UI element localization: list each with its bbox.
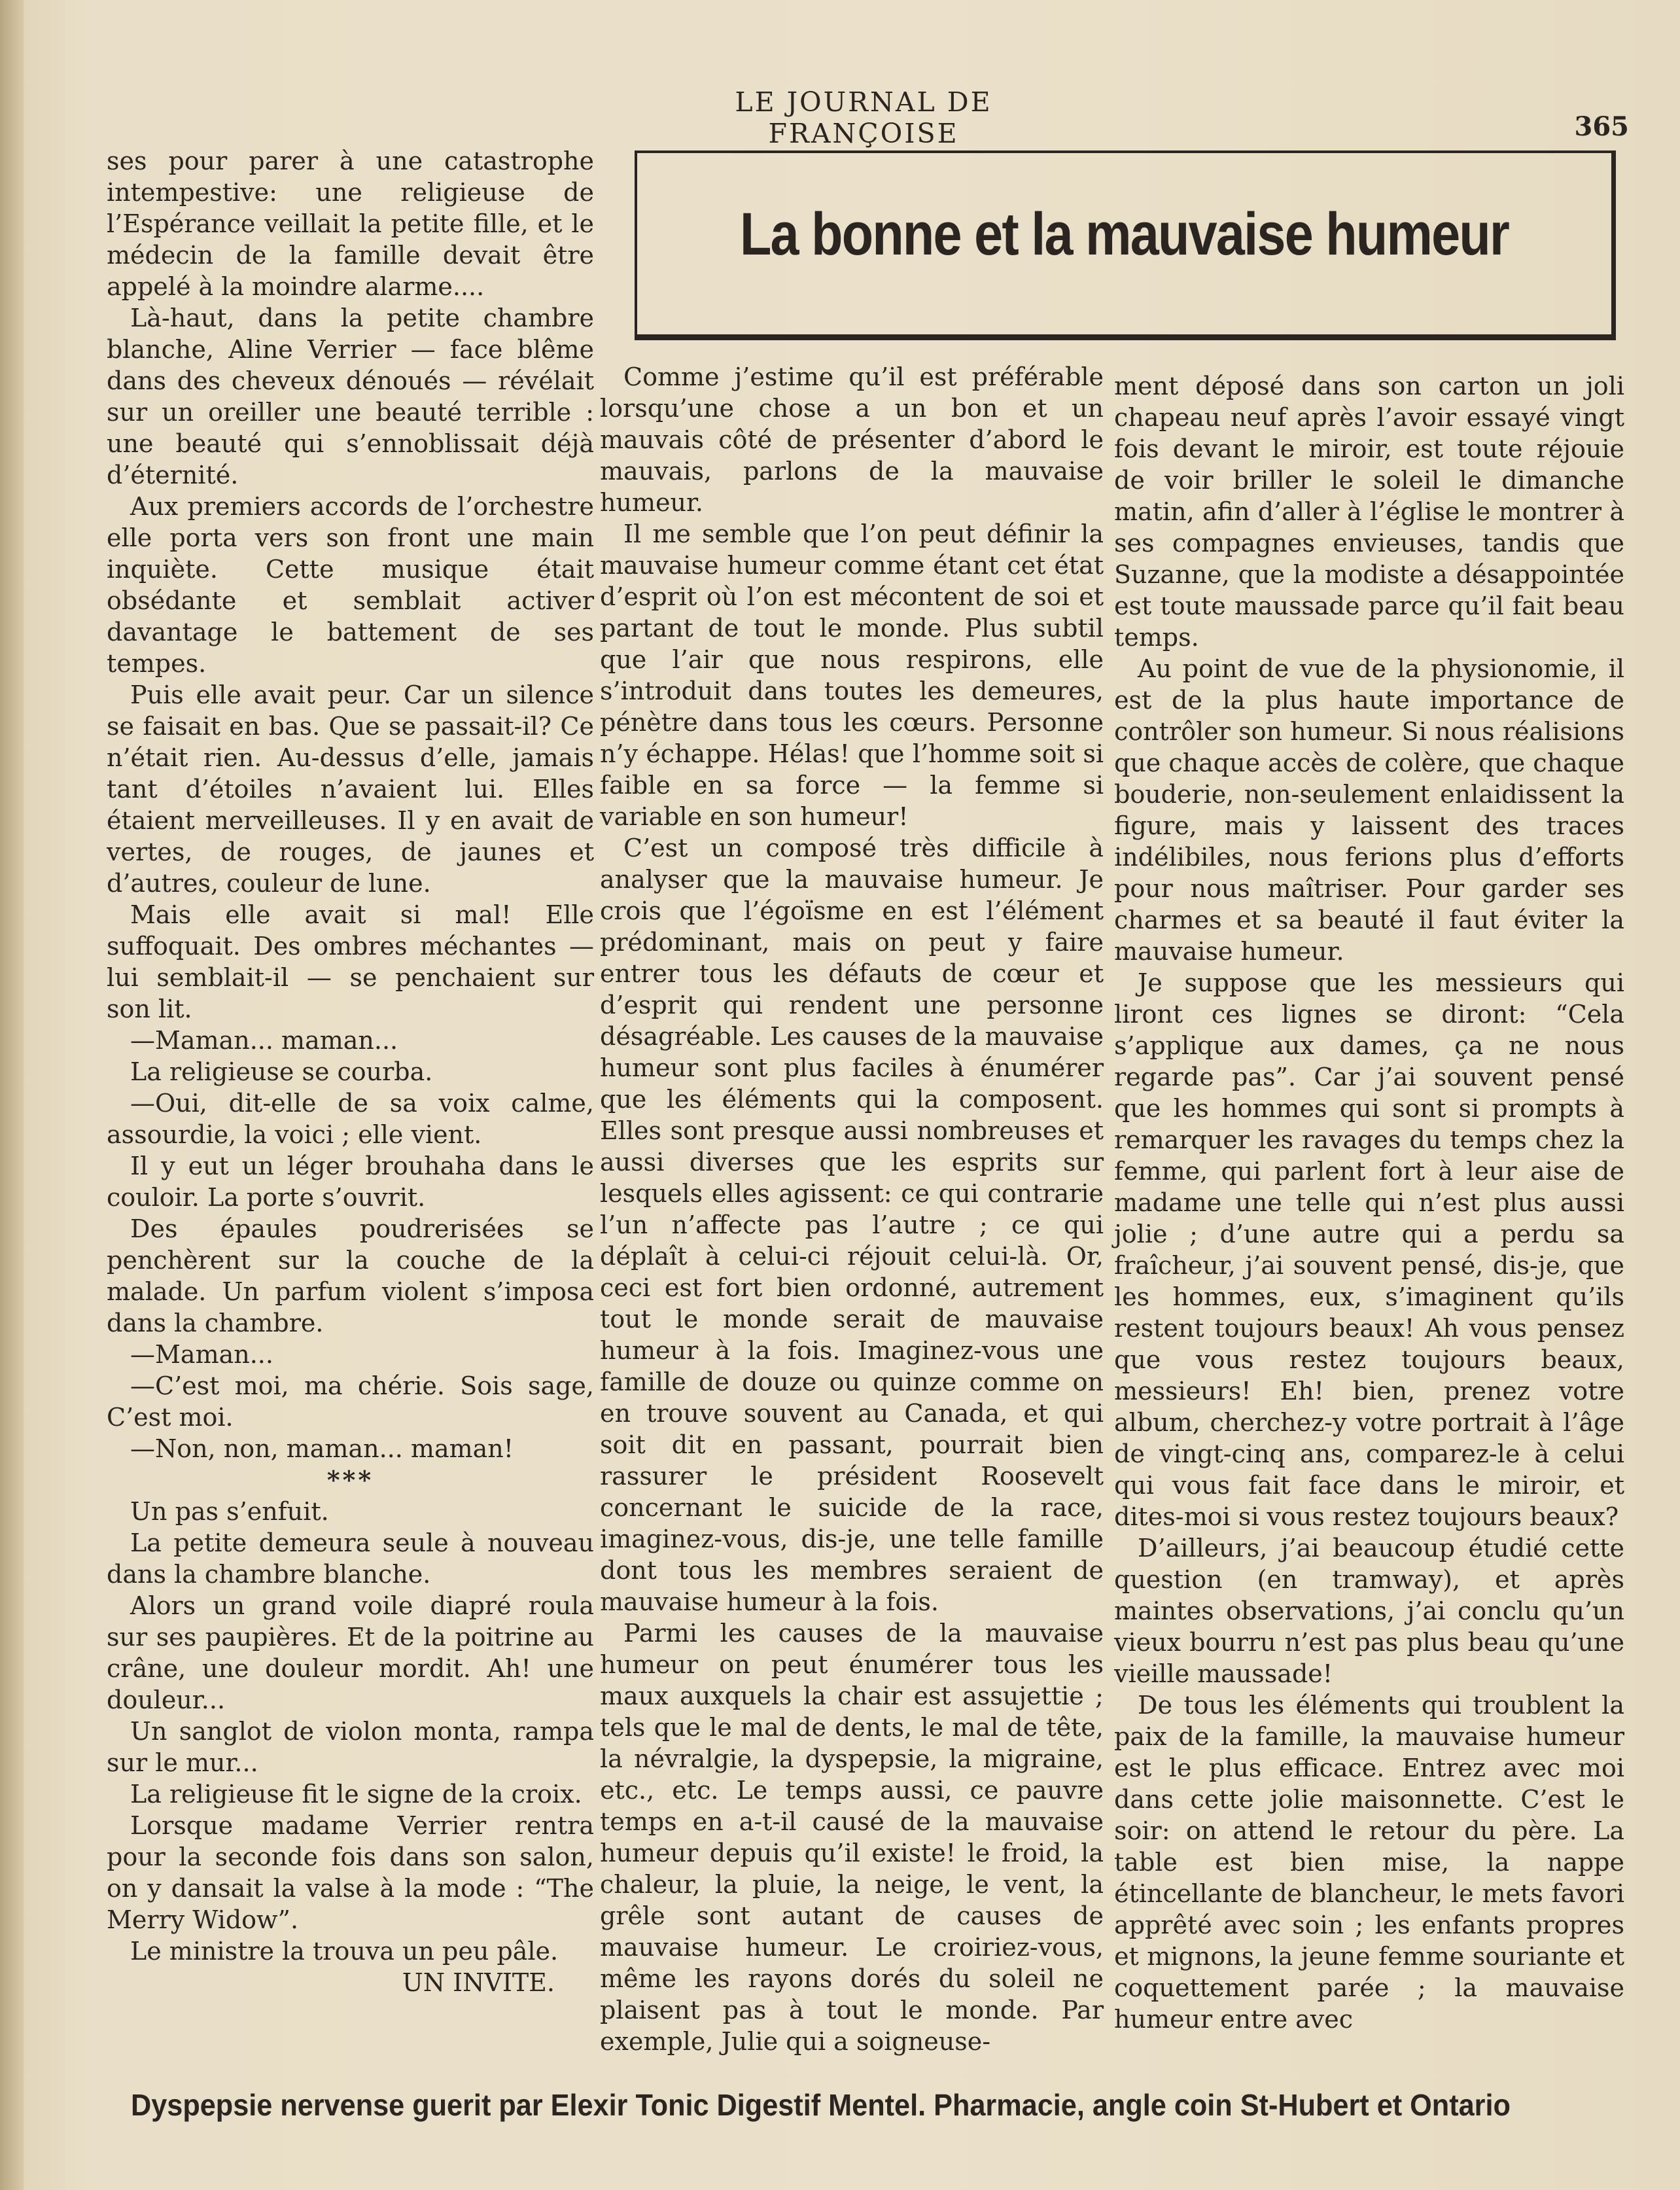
running-head: LE JOURNAL DE FRANÇOISE [735,86,992,149]
story-paragraph: Un sanglot de violon monta, rampa sur le mur... [107,1717,594,1777]
story-paragraph: La religieuse fit le signe de la croix. [130,1780,582,1809]
essay-paragraph: Il me semble que l’on peut définir la mauvaise humeur comme étant cet état d’esprit où l’on est mécontent de soi et partant de tout le monde. Plus subtil que l’air que nous respirons, elle s’introduit dans toutes les demeures, pénètre dans tous les cœurs. Personne n’y échappe. Hélas! que l’homme soit si faible en sa force — la femme si variable en son humeur! [600,520,1104,831]
story-paragraph: La religieuse se courba. [130,1057,433,1086]
essay-column-2 [1114,370,1624,2035]
story-paragraph: Là-haut, dans la petite chambre blanche, Aline Verrier — face blême dans des cheveux dénoués — révélait sur un oreiller une beauté terrible : une beauté qui s’ennoblissait déjà d’éternité. [107,304,594,489]
story-paragraph: —Non, non, maman... maman! [130,1434,514,1463]
story-paragraph: Lorsque madame Verrier rentra pour la seconde fois dans son salon, on y dansait la valse à la mode : “The Merry Widow”. [107,1811,594,1934]
story-paragraph: Il y eut un léger brouhaha dans le couloir. La porte s’ouvrit. [107,1152,594,1212]
essay-paragraph: Comme j’estime qu’il est préférable lorsqu’une chose a un bon et un mauvais côté de présenter d’abord le mauvais, parlons de la mauvaise humeur. [600,362,1104,517]
story-paragraph: Aux premiers accords de l’orchestre elle porta vers son front une main inquiète. Cette musique était obsédante et semblait activer davantage le battement de ses tempes. [107,492,594,678]
story-paragraph: —Oui, dit-elle de sa voix calme, assourdie, la voici ; elle vient. [107,1089,594,1149]
essay-paragraph: ment déposé dans son carton un joli chapeau neuf après l’avoir essayé vingt fois devant le miroir, est toute réjouie de voir briller le soleil le dimanche matin, afin d’aller à l’église le montrer à ses compagnes envieuses, tandis que Suzanne, que la modiste a désappointée est toute maussade parce qu’il fait beau temps. [1114,372,1624,652]
story-paragraph: ses pour parer à une catastrophe intempestive: une religieuse de l’Espérance veillait la petite fille, et le médecin de la famille devait être appelé à la moindre alarme.... [107,147,594,301]
page-number: 365 [1574,111,1629,142]
essay-paragraph: D’ailleurs, j’ai beaucoup étudié cette question (en tramway), et après maintes observations, j’ai conclu qu’un vieux bourru n’est pas plus beau qu’une vieille maussade! [1114,1534,1624,1688]
essay-paragraph: Parmi les causes de la mauvaise humeur on peut énumérer tous les maux auxquels la chair est assujettie ; tels que le mal de dents, le mal de tête, la névralgie, la dyspepsie, la migraine, etc., etc. Le temps aussi, ce pauvre temps en a-t-il causé de la mauvaise humeur depuis qu’il existe! le froid, la chaleur, la pluie, la neige, le vent, la grêle sont autant de causes de mauvaise humeur. Le croiriez-vous, même les rayons dorés du soleil ne plaisent pas à tout le monde. Par exemple, Julie qui a soigneuse- [600,1619,1104,2056]
essay-paragraph: C’est un composé très difficile à analyser que la mauvaise humeur. Je crois que l’égoïsme en est l’élément prédominant, mais on peut y faire entrer tous les défauts de cœur et d’esprit qui rendent une personne désagréable. Les causes de la mauvaise humeur sont plus faciles à énumérer que les éléments qui la composent. Elles sont presque aussi nombreuses et aussi diverses que les esprits sur lesquels elles agissent: ce qui contrarie l’un n’affecte pas l’autre ; ce qui déplaît à celui-ci réjouit celui-là. Or, ceci est fort bien ordonné, autrement tout le monde serait de mauvaise humeur à la fois. Imaginez-vous une famille de douze ou quinze comme on en trouve souvent au Canada, et qui soit dit en passant, pourrait bien rassurer le président Roosevelt concernant le suicide de la race, imaginez-vous, dis-je, une telle famille dont tous les membres seraient de mauvaise humeur à la fois. [600,834,1104,1616]
essay-column-1 [600,361,1104,2057]
story-paragraph: Des épaules poudrerisées se penchèrent sur la couche de la malade. Un parfum violent s’imposa dans la chambre. [107,1214,594,1337]
story-paragraph: La petite demeura seule à nouveau dans la chambre blanche. [107,1528,594,1589]
article-title: La bonne et la mauvaise humeur [739,201,1509,268]
story-paragraph: —C’est moi, ma chérie. Sois sage, C’est moi. [107,1371,594,1432]
story-paragraph: Un pas s’enfuit. [130,1497,329,1526]
advertisement-line: Dyspepsie nervense guerit par Elexir Tonic Digestif Mentel. Pharmacie, angle coin St-Hubert et Ontario [131,2088,1511,2122]
story-paragraph: Puis elle avait peur. Car un silence se faisait en bas. Que se passait-il? Ce n’était rien. Au-dessus d’elle, jamais tant d’étoiles n’avaient lui. Elles étaient merveilleuses. Il y en avait de vertes, de rouges, de jaunes et d’autres, couleur de lune. [107,680,594,898]
story-column [107,145,594,1998]
essay-paragraph: Je suppose que les messieurs qui liront ces lignes se diront: “Cela s’applique aux dames, ça ne nous regarde pas”. Car j’ai souvent pensé que les hommes qui sont si prompts à remarquer les ravages du temps chez la femme, qui parlent fort à leur aise de madame une telle qui n’est plus aussi jolie ; d’une autre qui a perdu sa fraîcheur, j’ai souvent pensé, dis-je, que les hommes, eux, s’imaginent qu’ils restent toujours beaux! Ah vous pensez que vous restez toujours beaux, messieurs! Eh! bien, prenez votre album, cherchez-y votre portrait à l’âge de vingt-cinq ans, comparez-le à celui qui vous fait face dans le miroir, et dites-moi si vous restez toujours beaux? [1114,968,1624,1531]
essay-paragraph: De tous les éléments qui troublent la paix de la famille, la mauvaise humeur est le plus efficace. Entrez avec moi dans cette jolie maisonnette. C’est le soir: on attend le retour du père. La table est bien mise, la nappe étincellante de blancheur, le mets favori apprêté avec soin ; les enfants propres et mignons, la jeune femme souriante et coquettement parée ; la mauvaise humeur entre avec [1114,1691,1624,2034]
binding-gutter [0,0,24,2190]
essay-paragraph: Au point de vue de la physionomie, il est de la plus haute importance de contrôler son humeur. Si nous réalisions que chaque accès de colère, que chaque bouderie, non-seulement enlaidissent la figure, mais y laissent des traces indélibiles, nous ferions plus d’efforts pour nous maîtriser. Pour garder ses charmes et sa beauté il faut éviter la mauvaise humeur. [1114,654,1625,966]
article-title-box [635,150,1616,340]
story-paragraph: —Maman... maman... [130,1026,398,1055]
story-paragraph: —Maman... [130,1340,273,1369]
story-paragraph: Alors un grand voile diapré roula sur ses paupières. Et de la poitrine au crâne, une douleur mordit. Ah! une douleur... [107,1591,594,1714]
story-paragraph: Mais elle avait si mal! Elle suffoquait. Des ombres méchantes — lui semblait-il — se penchaient sur son lit. [107,900,594,1023]
story-paragraph: Le ministre la trouva un peu pâle. [130,1937,559,1966]
section-separator: *** [326,1465,374,1494]
story-signature: UN INVITE. [402,1968,555,1997]
